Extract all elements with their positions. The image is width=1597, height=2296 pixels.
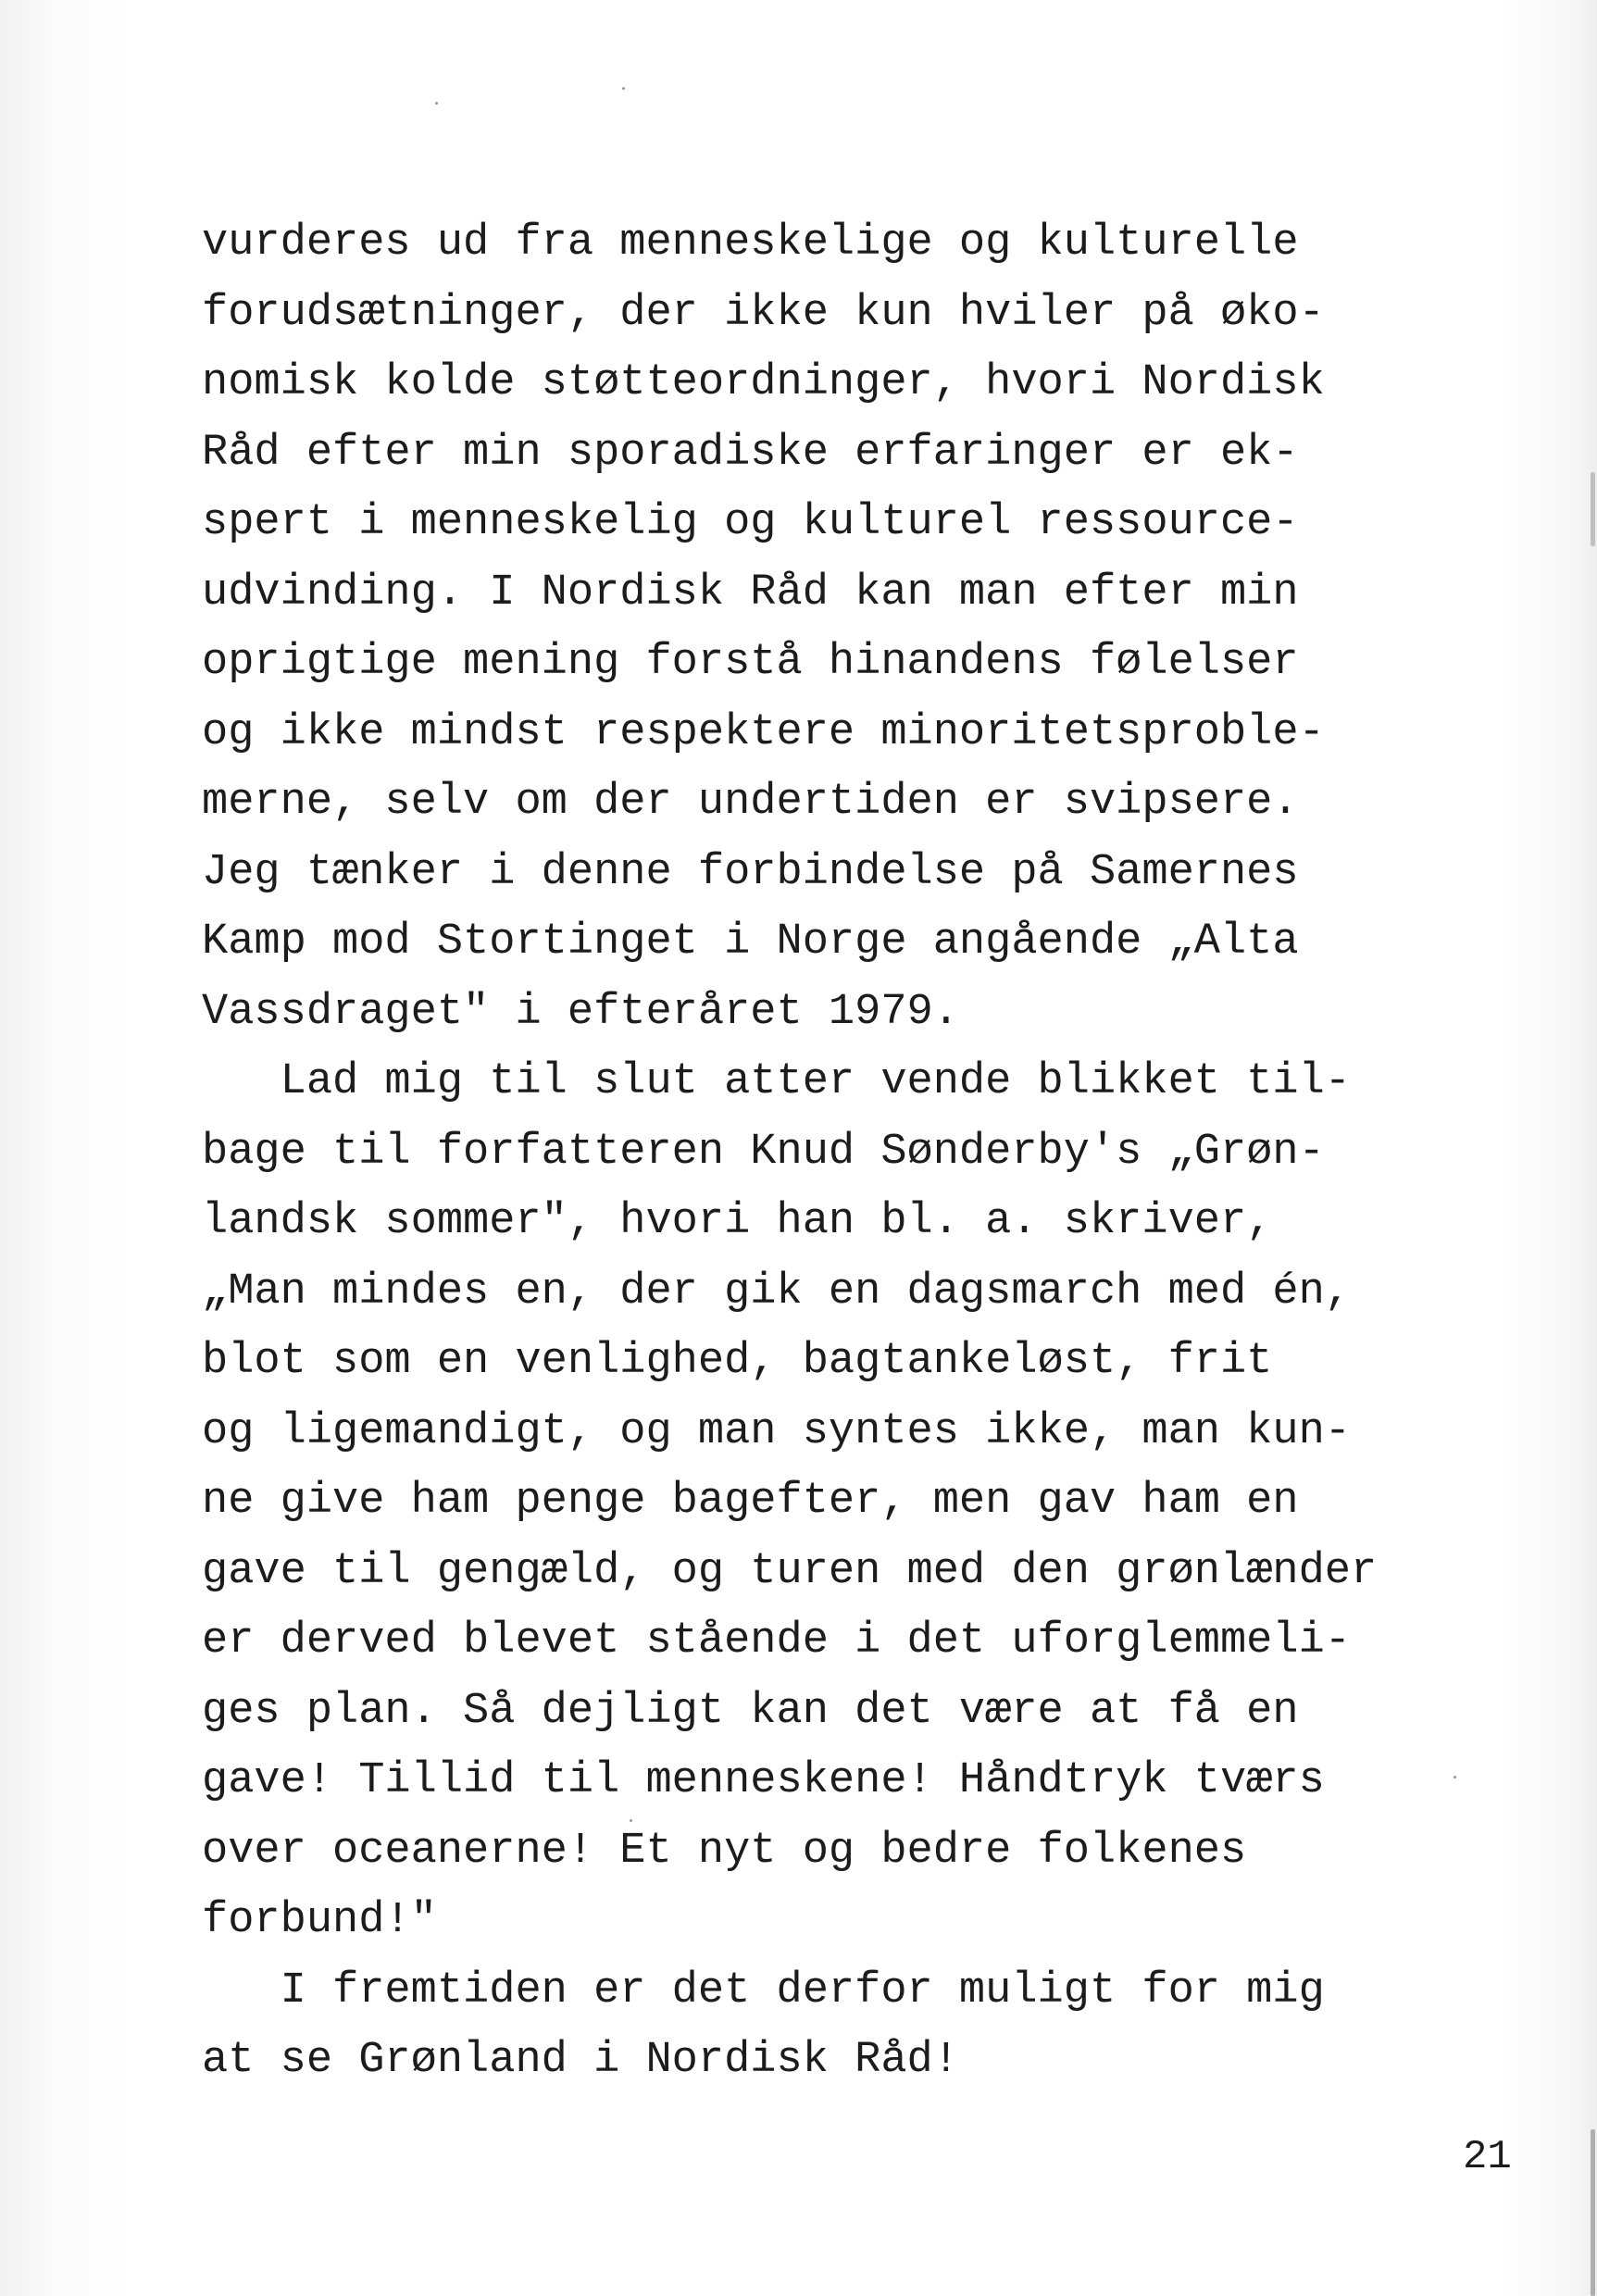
- text-line: vurderes ud fra menneskelige og kulturelle: [202, 218, 1299, 268]
- text-line: landsk sommer", hvori han bl. a. skriver,: [202, 1197, 1273, 1246]
- text-line: blot som en venlighed, bagtankeløst, frit: [202, 1337, 1273, 1386]
- text-line: Råd efter min sporadiske erfaringer er ek-: [202, 428, 1299, 478]
- text-line: ne give ham penge bagefter, men gav ham en: [202, 1477, 1299, 1526]
- text-line: Jeg tænker i denne forbindelse på Samernes: [202, 847, 1299, 897]
- text-line: gave til gengæld, og turen med den grønlænder: [202, 1546, 1378, 1596]
- text-line: over oceanerne! Et nyt og bedre folkenes: [202, 1826, 1247, 1876]
- text-line: Kamp mod Stortinget i Norge angående „Alta: [202, 917, 1299, 967]
- text-line: at se Grønland i Nordisk Råd!: [202, 2036, 959, 2085]
- text-line: spert i menneskelig og kulturel ressource-: [202, 498, 1299, 547]
- text-line: ges plan. Så dejligt kan det være at få en: [202, 1686, 1299, 1736]
- text-line: „Man mindes en, der gik en dagsmarch med én,: [202, 1267, 1352, 1316]
- scan-edge-shadow: [1591, 2129, 1595, 2296]
- text-line: Vassdraget" i efteråret 1979.: [202, 987, 959, 1037]
- text-line: og ligemandigt, og man syntes ikke, man kun-: [202, 1406, 1352, 1456]
- text-line: Lad mig til slut atter vende blikket til-: [202, 1057, 1352, 1106]
- text-line: oprigtige mening forstå hinandens følelser: [202, 638, 1299, 687]
- text-line: forbund!": [202, 1896, 437, 1945]
- text-line: merne, selv om der undertiden er svipsere.: [202, 778, 1299, 827]
- scan-speck: [435, 102, 438, 105]
- text-line: udvinding. I Nordisk Råd kan man efter min: [202, 568, 1299, 618]
- page-number: 21: [1463, 2134, 1512, 2180]
- text-line: nomisk kolde støtteordninger, hvori Nordisk: [202, 358, 1325, 407]
- text-line: er derved blevet stående i det uforglemmeli-: [202, 1616, 1352, 1666]
- scan-speck: [622, 87, 625, 90]
- text-line: og ikke mindst respektere minoritetsproble-: [202, 707, 1325, 757]
- text-line: forudsætninger, der ikke kun hviler på øko-: [202, 288, 1325, 338]
- text-line: bage til forfatteren Knud Sønderby's „Grøn-: [202, 1127, 1325, 1177]
- text-line: gave! Tillid til menneskene! Håndtryk tværs: [202, 1756, 1325, 1805]
- text-line: I fremtiden er det derfor muligt for mig: [202, 1965, 1325, 2015]
- scan-edge-shadow: [1591, 472, 1595, 546]
- body-text: [202, 208, 1516, 2096]
